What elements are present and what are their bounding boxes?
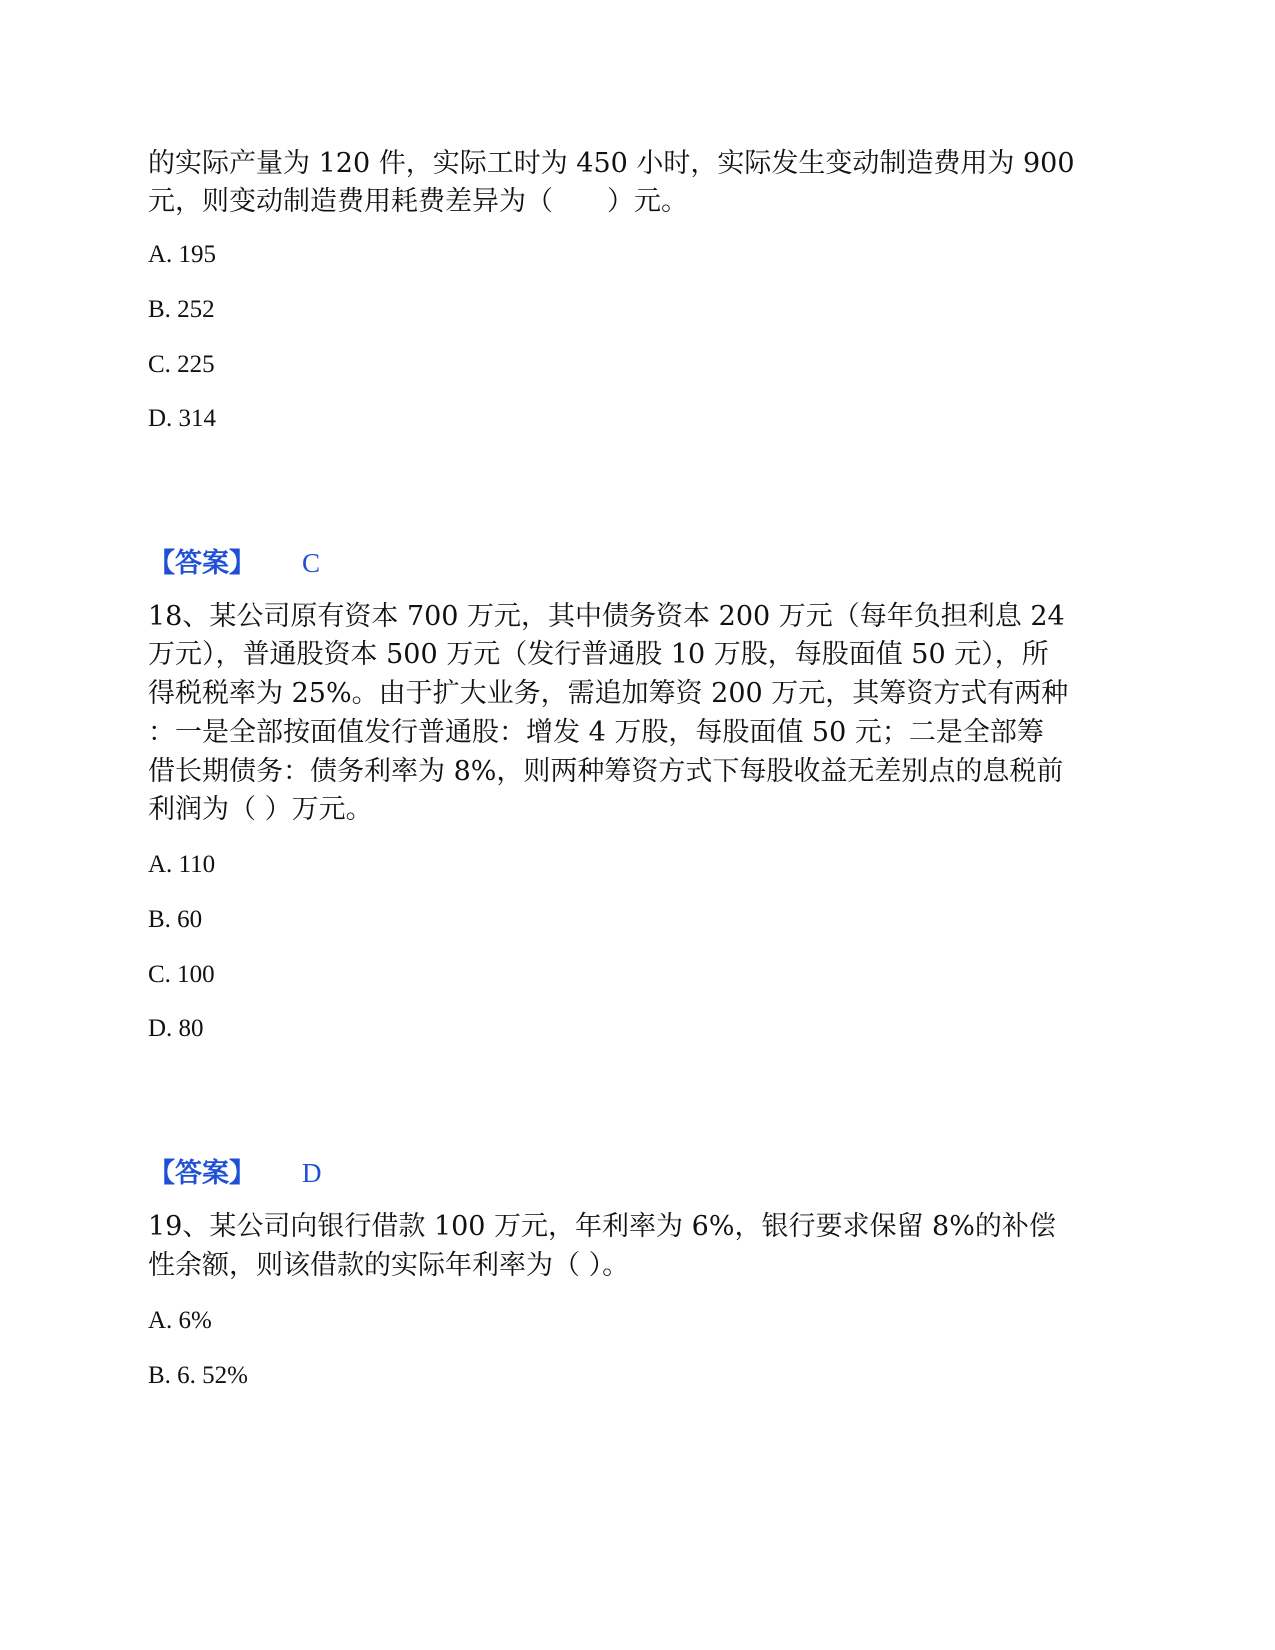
answer-value: D <box>302 1158 322 1188</box>
q18-line-5: 借长期债务：债务利率为 8%，则两种筹资方式下每股收益无差别点的息税前 <box>148 756 1064 787</box>
q18-line-2: 万元），普通股资本 500 万元（发行普通股 10 万股，每股面值 50 元），所 <box>148 639 1049 670</box>
q17-option-d: D. 314 <box>148 405 217 432</box>
q18-line-4: ：一是全部按面值发行普通股：增发 4 万股，每股面值 50 元；二是全部筹 <box>148 717 1044 748</box>
answer-label: 【答案】 <box>148 1158 256 1189</box>
q18-option-a: A. 110 <box>148 851 216 878</box>
q19-line-2: 性余额，则该借款的实际年利率为（ ）。 <box>148 1250 630 1281</box>
q18-line-1: 18、某公司原有资本 700 万元，其中债务资本 200 万元（每年负担利息 24 <box>148 601 1065 632</box>
q17-line-2: 元，则变动制造费用耗费差异为（ ）元。 <box>148 186 688 217</box>
q17-option-b: B. 252 <box>148 296 215 323</box>
answer-label: 【答案】 <box>148 548 256 579</box>
q19-line-1: 19、某公司向银行借款 100 万元，年利率为 6%，银行要求保留 8%的补偿 <box>148 1211 1056 1242</box>
q18-option-c: C. 100 <box>148 961 215 988</box>
q19-option-a: A. 6% <box>148 1307 212 1334</box>
q18-option-b: B. 60 <box>148 906 203 933</box>
answer-value: C <box>302 548 321 578</box>
q17-line-1: 的实际产量为 120 件，实际工时为 450 小时，实际发生变动制造费用为 900 <box>148 148 1075 179</box>
q18-option-d: D. 80 <box>148 1015 204 1042</box>
q19-option-b: B. 6. 52% <box>148 1362 248 1389</box>
q17-answer <box>148 543 320 584</box>
q17-option-a: A. 195 <box>148 241 217 268</box>
q17-option-c: C. 225 <box>148 351 215 378</box>
q18-answer <box>148 1153 322 1194</box>
q18-line-3: 得税税率为 25%。由于扩大业务，需追加筹资 200 万元，其筹资方式有两种 <box>148 678 1069 709</box>
q18-line-6: 利润为（ ）万元。 <box>148 794 373 825</box>
